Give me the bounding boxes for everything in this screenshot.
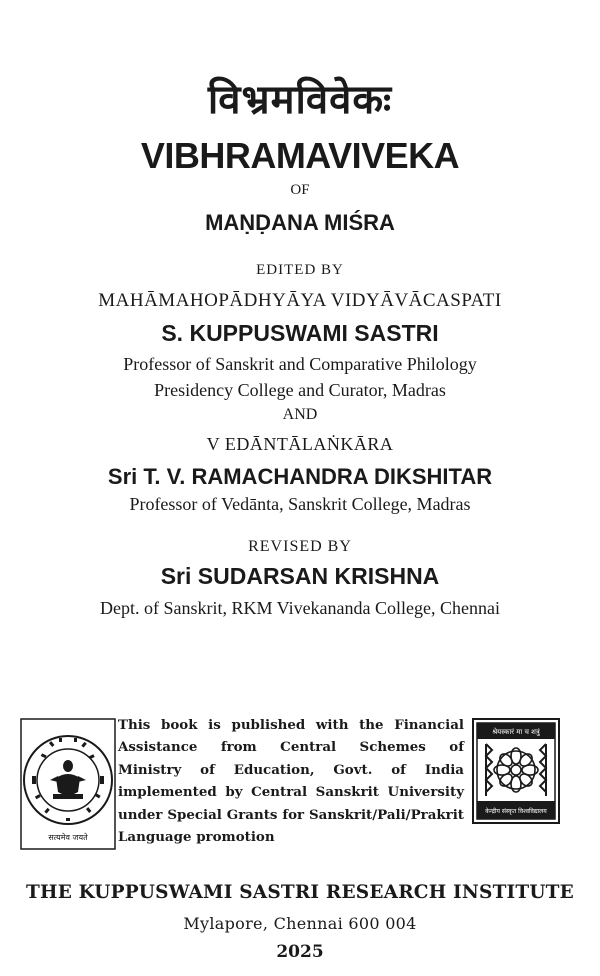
editor2-honorific: V EDĀNTĀLAṄKĀRA [206, 434, 394, 454]
notice-line [118, 804, 464, 826]
notice-word: India [424, 761, 464, 778]
notice-word: of [200, 761, 215, 778]
notice-word: from [220, 739, 257, 756]
of-label: OF [290, 182, 310, 198]
edited-by-label: EDITED BY [256, 262, 344, 278]
university-seal-logo [472, 718, 560, 824]
editor2-name: Sri T. V. RAMACHANDRA DIKSHITAR [107, 464, 493, 489]
notice-word: Sanskrit/Pali/Prakrit [309, 806, 464, 823]
notice-word: University [387, 784, 464, 801]
editor1-affiliation-line1: Professor of Sanskrit and Comparative Philology [123, 354, 477, 374]
editor1-name: S. KUPPUSWAMI SASTRI [161, 320, 439, 346]
notice-word: the [359, 717, 384, 733]
notice-word: Govt. [333, 761, 373, 778]
seal-right-motto: श्रेयस्कारं मा च शत्रुं [492, 728, 540, 736]
notice-word: by [225, 784, 243, 801]
notice-line [118, 759, 464, 781]
notice-word: Central [251, 784, 308, 801]
notice-word: with [315, 717, 349, 733]
notice-word: Assistance [118, 739, 198, 756]
notice-word: of [391, 761, 406, 778]
notice-word: Ministry [118, 761, 182, 778]
notice-word: published [231, 717, 306, 733]
notice-line [118, 714, 464, 736]
notice-word: Central [280, 739, 337, 756]
notice-word: book [160, 717, 198, 733]
institute-name: THE KUPPUSWAMI SASTRI RESEARCH INSTITUTE [26, 882, 574, 903]
notice-word: Special [167, 806, 222, 823]
notice-word: of [449, 739, 464, 756]
seal-left-motto: सत्यमेव जयते [48, 833, 88, 842]
notice-line [118, 826, 464, 848]
title-devanagari: विभ्रमविवेकः [207, 77, 393, 123]
notice-word: This [118, 717, 151, 733]
editor2-affiliation: Professor of Vedānta, Sanskrit College, Madras [129, 494, 471, 514]
notice-word: is [208, 717, 221, 733]
notice-word: Sanskrit [315, 784, 379, 801]
author-name: MAṆḌANA MIŚRA [205, 210, 395, 235]
notice-word: Language [118, 829, 192, 846]
notice-word: promotion [196, 829, 275, 846]
editor1-honorific: MAHĀMAHOPĀDHYĀYA VIDYĀVĀCASPATI [98, 290, 502, 311]
publication-year: 2025 [276, 942, 324, 962]
notice-word: Financial [394, 717, 464, 733]
notice-word: under [118, 806, 163, 823]
notice-line [118, 781, 464, 803]
notice-line [118, 736, 464, 758]
institute-seal-logo [20, 718, 116, 850]
book-title: VIBHRAMAVIVEKA [140, 135, 460, 176]
notice-word: Schemes [359, 739, 426, 756]
notice-word: implemented [118, 784, 217, 801]
institute-address: Mylapore, Chennai 600 004 [183, 914, 417, 933]
reviser-name: Sri SUDARSAN KRISHNA [160, 563, 440, 589]
editor1-affiliation-line2: Presidency College and Curator, Madras [154, 380, 446, 400]
and-label: AND [282, 406, 318, 423]
seal-right-name: केन्द्रीय संस्कृत विश्वविद्यालय [485, 808, 547, 815]
revised-by-label: REVISED BY [248, 538, 352, 555]
notice-word: for [282, 806, 305, 823]
funding-notice [118, 714, 464, 848]
notice-word: Education, [233, 761, 315, 778]
reviser-affiliation: Dept. of Sanskrit, RKM Vivekananda College, Chennai [99, 598, 501, 618]
notice-word: Grants [226, 806, 278, 823]
